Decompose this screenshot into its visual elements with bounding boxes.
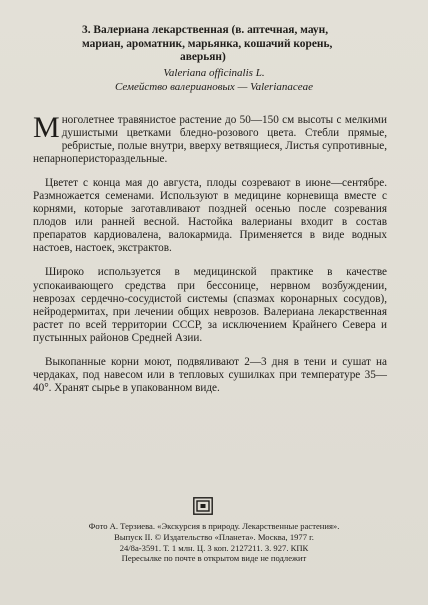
scientific-name-block xyxy=(0,67,428,94)
imprint-line-4: Пересылке по почте в открытом виде не подлежит xyxy=(121,553,307,564)
description-body xyxy=(33,111,387,406)
imprint-line-3: 24/8а-3591. Т. 1 млн. Ц. 3 коп. 2127211. З. 927. КПК xyxy=(119,542,309,553)
heading-line-2: мариан, ароматник, марьянка, кошачий корень, xyxy=(82,37,333,50)
heading-line-1: 3. Валериана лекарственная (в. аптечная, маун, xyxy=(82,24,329,36)
paragraph-drying: Выкопанные корни моют, подвяливают 2—3 дня в тени и сушат на чердаках, под навесом или в тепловых сушилках при температуре 35—40°. Хранят сырье в упакованном виде. xyxy=(33,355,387,394)
family-name: Семейство валериановых — Valerianaceae xyxy=(114,80,314,93)
publisher-logo-icon xyxy=(193,497,213,515)
plant-heading xyxy=(82,24,382,65)
drop-cap-letter: М xyxy=(33,111,60,144)
paragraph-description-text: ноголетнее травянистое растение до 50—150 см высоты с мелкими душистыми цветками бледно-розового цвета. Стебли прямые, ребристые, полые внутри, вверху ветвящиеся, Листья супротивные, непарноперистораздельные. xyxy=(33,114,387,166)
paragraph-flowering: Цветет с конца мая до августа, плоды созревают в июне—сентябре. Размножается семенами. Используют в медицине корневища вместе с корнями, которые заготавливают поздней осенью после созревания плодов или ранней весной. Настойка валерианы входит в состав препаратов кардиовалена, валокармида. Применяется в виде водных настоев, настоек, экстрактов. xyxy=(33,177,387,255)
imprint-block xyxy=(0,521,428,564)
latin-name: Valeriana officinalis L. xyxy=(163,67,265,79)
paragraph-usage: Широко используется в медицинской практике в качестве успокаивающего средства при бессонице, нервном возбуждении, неврозах сердечно-сосудистой системы (спазмах коронарных сосудов), нейродермитах, при лечении общих неврозов. Валериана лекарственная растет по всей территории СССР, за исключением Крайнего Севера и пустынных районов Средней Азии. xyxy=(33,266,387,344)
heading-line-3: аверьян) xyxy=(180,51,226,64)
paragraph-description xyxy=(33,111,387,166)
imprint-line-1: Фото А. Терзиева. «Экскурсия в природу. Лекарственные растения». xyxy=(88,521,340,531)
imprint-line-2: Выпуск II. © Издательство «Планета». Москва, 1977 г. xyxy=(114,531,314,542)
